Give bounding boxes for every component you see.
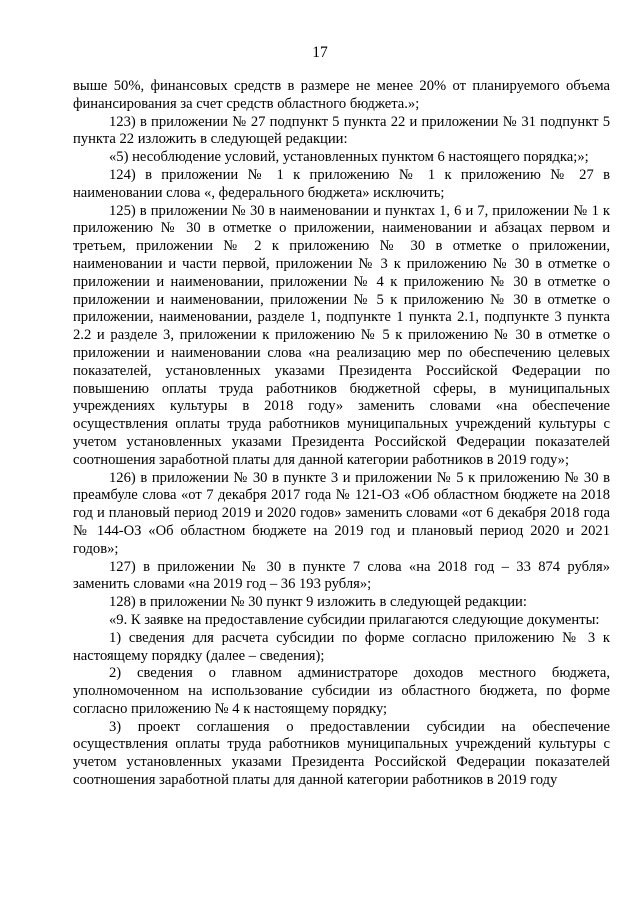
paragraph: 127) в приложении № 30 в пункте 7 слова «на 2018 год – 33 874 рубля» заменить словами «на 2019 год – 36 193 рубля»; bbox=[73, 558, 610, 593]
paragraph: 3) проект соглашения о предоставлении субсидии на обеспечение осуществления оплаты труда работников муниципальных учреждений культуры с учетом установленных указами Президента Российской Федерации показателей соотношения заработной платы для данной категории работников в 2019 году bbox=[73, 718, 610, 789]
paragraph: 123) в приложении № 27 подпункт 5 пункта 22 и приложении № 31 подпункт 5 пункта 22 изложить в следующей редакции: bbox=[73, 113, 610, 148]
document-body bbox=[73, 78, 610, 790]
paragraph: 1) сведения для расчета субсидии по форме согласно приложению № 3 к настоящему порядку (далее – сведения); bbox=[73, 629, 610, 664]
page-number: 17 bbox=[312, 44, 328, 61]
paragraph: 128) в приложении № 30 пункт 9 изложить в следующей редакции: bbox=[109, 594, 527, 611]
paragraph: 2) сведения о главном администраторе доходов местного бюджета, уполномоченном на использование субсидии из областного бюджета, по форме согласно приложению № 4 к настоящему порядку; bbox=[73, 665, 610, 717]
paragraph: 125) в приложении № 30 в наименовании и пунктах 1, 6 и 7, приложении № 1 к приложению № 30 в отметке о приложении, наименовании и абзацах первом и третьем, приложении № 2 к приложению № 30 в отметке о приложении, наименовании и части первой, приложении № 3 к приложению № 30 в отметке о приложении и наименовании, приложении № 4 к приложению № 30 в отметке о приложении и наименовании, приложении № 5 к приложению № 30 в отметке о приложении, наименовании, разделе 1, подпункте 1 пункта 2.1, подпункте 3 пункта 2.2 и разделе 3, приложении к приложению № 5 к приложению № 30 в отметке о приложении и наименовании слова «на реализацию мер по обеспечению целевых показателей, установленных указами Президента Российской Федерации по повышению оплаты труда работников бюджетной сферы, в муниципальных учреждениях культуры в 2018 году» заменить словами «на обеспечение осуществления оплаты труда работников муниципальных учреждений культуры с учетом установленных указами Президента Российской Федерации показателей соотношения заработной платы для данной категории работников в 2019 году»; bbox=[73, 202, 610, 468]
paragraph: выше 50%, финансовых средств в размере не менее 20% от планируемого объема финансирования за счет средств областного бюджета.»; bbox=[73, 78, 610, 112]
paragraph: «5) несоблюдение условий, установленных пунктом 6 настоящего порядка;»; bbox=[109, 149, 589, 166]
paragraph: «9. К заявке на предоставление субсидии прилагаются следующие документы: bbox=[109, 611, 600, 628]
paragraph: 124) в приложении № 1 к приложению № 1 к приложению № 27 в наименовании слова «, федерального бюджета» исключить; bbox=[73, 166, 610, 201]
paragraph: 126) в приложении № 30 в пункте 3 и приложении № 5 к приложению № 30 в преамбуле слова «от 7 декабря 2017 года № 121-ОЗ «Об областном бюджете на 2018 год и плановый период 2019 и 2020 годов» заменить словами «от 6 декабря 2018 года № 144-ОЗ «Об областном бюджете на 2019 год и плановый период 2020 и 2021 годов»; bbox=[73, 469, 610, 557]
